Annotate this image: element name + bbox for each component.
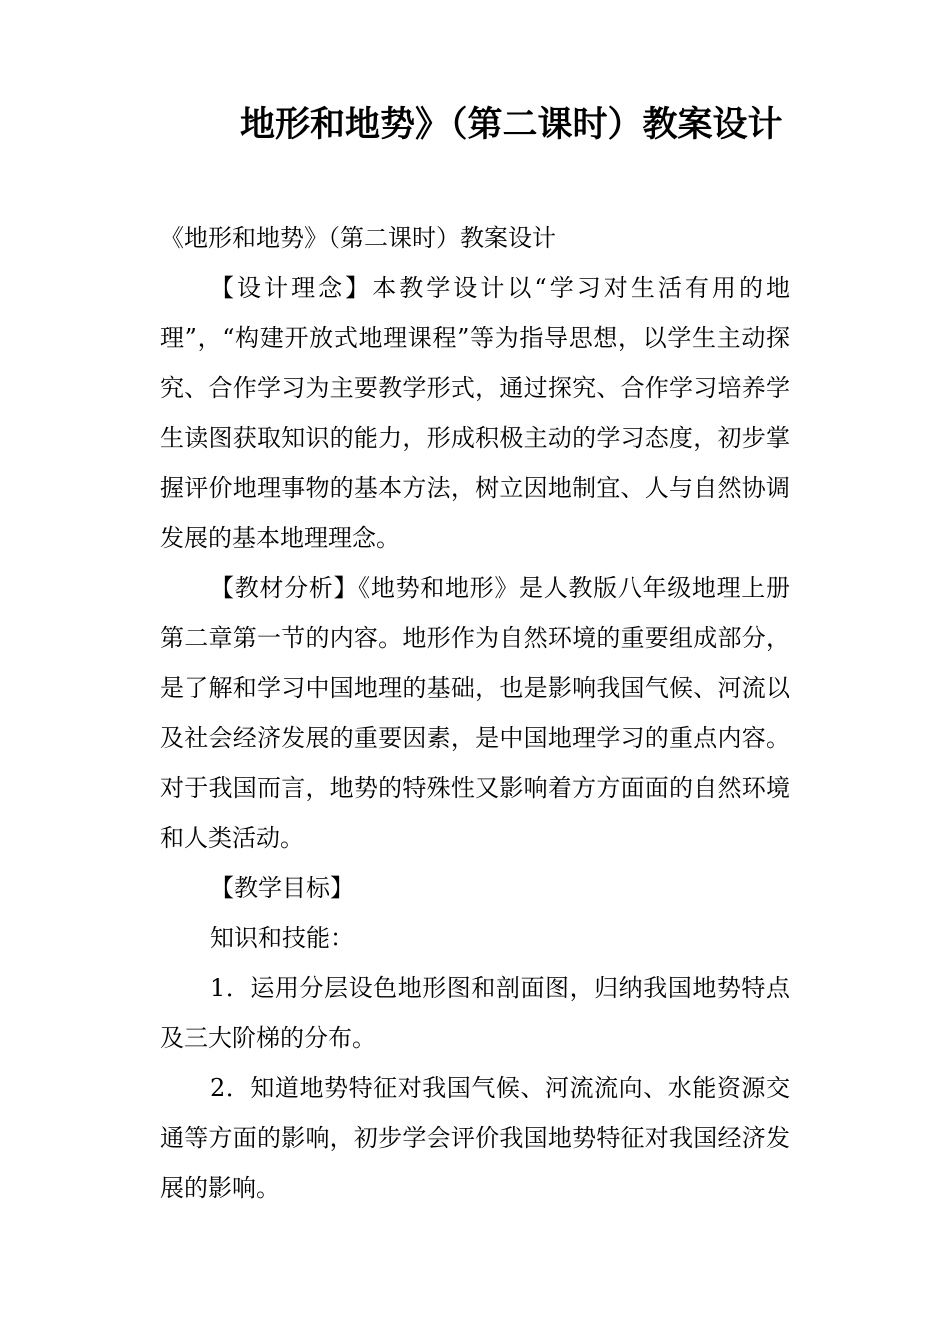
goal-item-2: 2．知道地势特征对我国气候、河流流向、水能资源交通等方面的影响，初步学会评价我国地势特征对我国经济发展的影响。: [160, 1074, 790, 1202]
document-body: [160, 213, 790, 1213]
goal-item-1: 1．运用分层设色地形图和剖面图，归纳我国地势特点及三大阶梯的分布。: [160, 974, 790, 1052]
design-concept-paragraph: 【设计理念】本教学设计以“学习对生活有用的地理”，“构建开放式地理课程”等为指导思想，以学生主动探究、合作学习为主要教学形式，通过探究、合作学习培养学生读图获取知识的能力，形成积极主动的学习态度，初步掌握评价地理事物的基本方法，树立因地制宜、人与自然协调发展的基本地理理念。: [160, 274, 790, 552]
teaching-goals-heading: 【教学目标】: [210, 874, 354, 902]
textbook-analysis-paragraph: 【教材分析】《地势和地形》是人教版八年级地理上册第二章第一节的内容。地形作为自然环境的重要组成部分，是了解和学习中国地理的基础，也是影响我国气候、河流以及社会经济发展的重要因素，是中国地理学习的重点内容。对于我国而言，地势的特殊性又影响着方方面面的自然环境和人类活动。: [160, 574, 790, 852]
document-title: 地形和地势》（第二课时）教案设计: [240, 105, 783, 145]
knowledge-skills-heading: 知识和技能：: [210, 924, 354, 952]
subtitle-paragraph: 《地形和地势》（第二课时）教案设计: [160, 224, 556, 252]
